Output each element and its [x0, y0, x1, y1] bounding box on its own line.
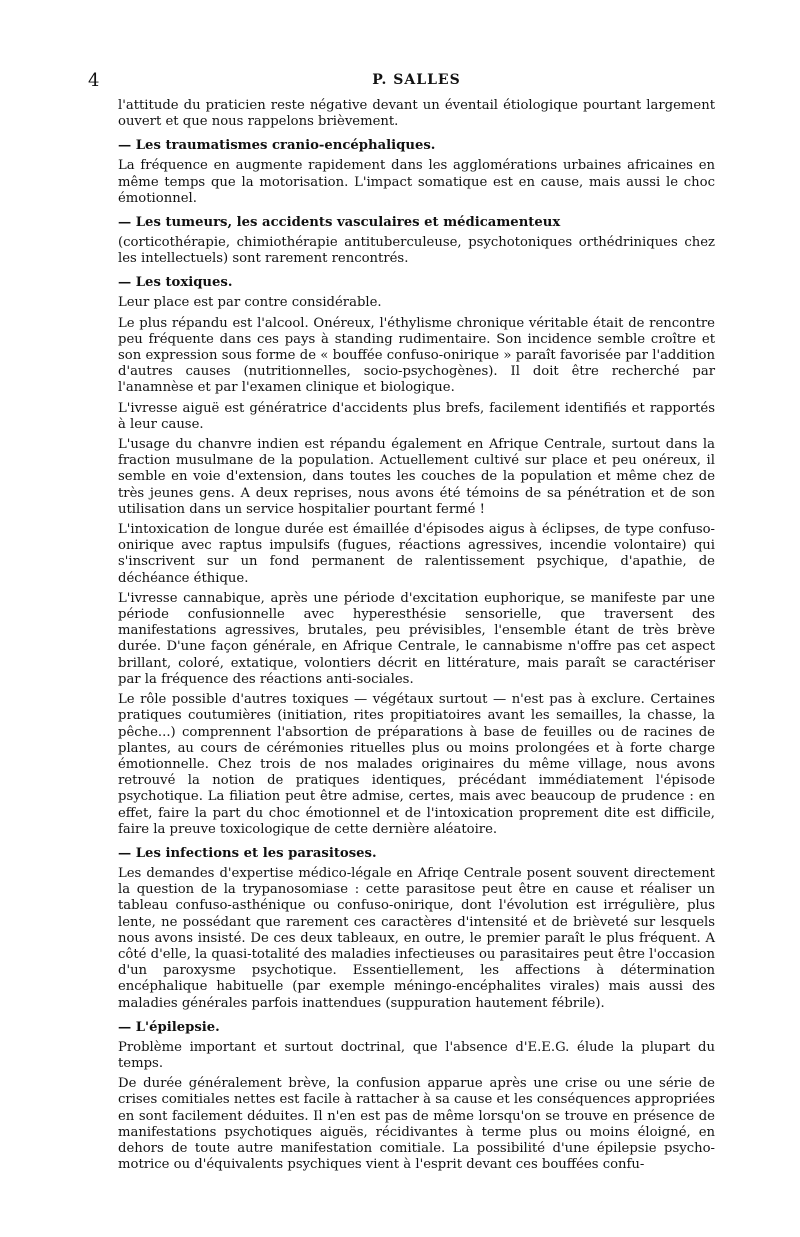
- section-heading: — L'épilepsie.: [118, 1019, 220, 1035]
- paragraph: Le plus répandu est l'alcool. Onéreux, l'éthylisme chronique véritable était de rencontre peu fréquente dans ces pays à standing rudimentaire. Son incidence semble croître et son expression sous forme de « bouffée confuso-onirique » paraît favorisée par l'addition d'autres causes (nutritionnelles, socio-psychogènes). Il doit être recherché par l'anamnèse et par l'examen clinique et biologique.: [118, 315, 715, 396]
- paragraph: L'intoxication de longue durée est émaillée d'épisodes aigus à éclipses, de type confuso-onirique avec raptus impulsifs (fugues, réactions agressives, incendie volontaire) qui s'inscrivent sur un fond permanent de ralentissement psychique, d'apathie, de déchéance éthique.: [118, 522, 715, 586]
- running-head: P. SALLES: [372, 72, 461, 88]
- paragraph: La fréquence en augmente rapidement dans les agglomérations urbaines africaines en même temps que la motorisation. L'impact somatique est en cause, mais aussi le choc émotionnel.: [118, 158, 715, 206]
- page-number: 4: [88, 70, 100, 91]
- page-header: [88, 60, 715, 91]
- paragraph: Le rôle possible d'autres toxiques — végétaux surtout — n'est pas à exclure. Certaines pratiques coutumières (initiation, rites propitiatoires avant les semailles, la chasse, la pêche...) comprennent l'absortion de préparations à base de feuilles ou de racines de plantes, au cours de cérémonies rituelles plus ou moins prolongées et à forte charge émotionnelle. Chez trois de nos malades originaires du même village, nous avons retrouvé la notion de pratiques identiques, précédant immédiatement l'épisode psychotique. La filiation peut être admise, certes, mais avec beaucoup de prudence : en effet, faire la part du choc émotionnel et de l'intoxication proprement dite est difficile, faire la preuve toxicologique de cette dernière aléatoire.: [118, 692, 715, 837]
- section-heading: — Les tumeurs, les accidents vasculaires et médicamenteux: [118, 215, 561, 231]
- paragraph: L'ivresse aiguë est génératrice d'accidents plus brefs, facilement identifiés et rapportés à leur cause.: [118, 400, 715, 432]
- section-heading: — Les toxiques.: [118, 275, 233, 291]
- document-page: [88, 60, 715, 1177]
- section-infections: [118, 846, 715, 1012]
- article-body: [118, 98, 715, 1173]
- paragraph: Leur place est par contre considérable.: [118, 295, 382, 311]
- section-epilepsie: [118, 1020, 715, 1174]
- section-heading: — Les infections et les parasitoses.: [118, 845, 377, 861]
- paragraph: Problème important et surtout doctrinal, que l'absence d'E.E.G. élude la plupart du temps.: [118, 1039, 715, 1071]
- paragraph: L'usage du chanvre indien est répandu également en Afrique Centrale, surtout dans la fraction musulmane de la population. Actuellement cultivé sur place et peu onéreux, il semble en voie d'extension, dans toutes les couches de la population et même chez de très jeunes gens. A deux reprises, nous avons été témoins de sa pénétration et de son utilisation dans un service hospitalier pourtant fermé !: [118, 437, 715, 517]
- paragraph: De durée généralement brève, la confusion apparue après une crise ou une série de crises comitiales nettes est facile à rattacher à sa cause et les conséquences appropriées en sont facilement déduites. Il n'en est pas de même lorsqu'on se trouve en présence de manifestations psychotiques aiguës, récidivantes à terme plus ou moins éloigné, en dehors de toute autre manifestation comitiale. La possibilité d'une épilepsie psycho-motrice ou d'équivalents psychiques vient à l'esprit devant ces bouffées confu-: [118, 1076, 715, 1173]
- paragraph: Les demandes d'expertise médico-légale en Afriqe Centrale posent souvent directement la question de la trypanosomiase : cette parasitose peut être en cause et réaliser un tableau confuso-asthénique ou confuso-onirique, dont l'évolution est irrégulière, plus lente, ne possédant que rarement ces caractères d'intensité et de brièveté sur lesquels nous avons insisté. De ces deux tableaux, en outre, le premier paraît le plus fréquent. A côté d'elle, la quasi-totalité des maladies infectieuses ou parasitaires peut être l'occasion d'un paroxysme psychotique. Essentiellement, les affections à détermination encéphalique habituelle (par exemple méningo-encéphalites virales) mais aussi des maladies générales parfois inattendues (suppuration hautement fébrile).: [118, 865, 715, 1011]
- section-tumeurs: [118, 215, 715, 267]
- section-traumatismes: [118, 138, 715, 207]
- paragraph: (corticothérapie, chimiothérapie antituberculeuse, psychotoniques orthédriniques chez les intellectuels) sont rarement rencontrés.: [118, 235, 715, 267]
- section-toxiques: [118, 275, 715, 838]
- opening-paragraph: l'attitude du praticien reste négative devant un éventail étiologique pourtant largement ouvert et que nous rappelons brièvement.: [118, 98, 715, 130]
- paragraph: L'ivresse cannabique, après une période d'excitation euphorique, se manifeste par une période confusionnelle avec hyperesthésie sensorielle, que traversent des manifestations agressives, brutales, peu prévisibles, l'ensemble étant de très brève durée. D'une façon générale, en Afrique Centrale, le cannabisme n'offre pas cet aspect brillant, coloré, extatique, volontiers décrit en littérature, mais paraît se caractériser par la fréquence des réactions anti-sociales.: [118, 590, 715, 687]
- section-heading: — Les traumatismes cranio-encéphaliques.: [118, 138, 436, 154]
